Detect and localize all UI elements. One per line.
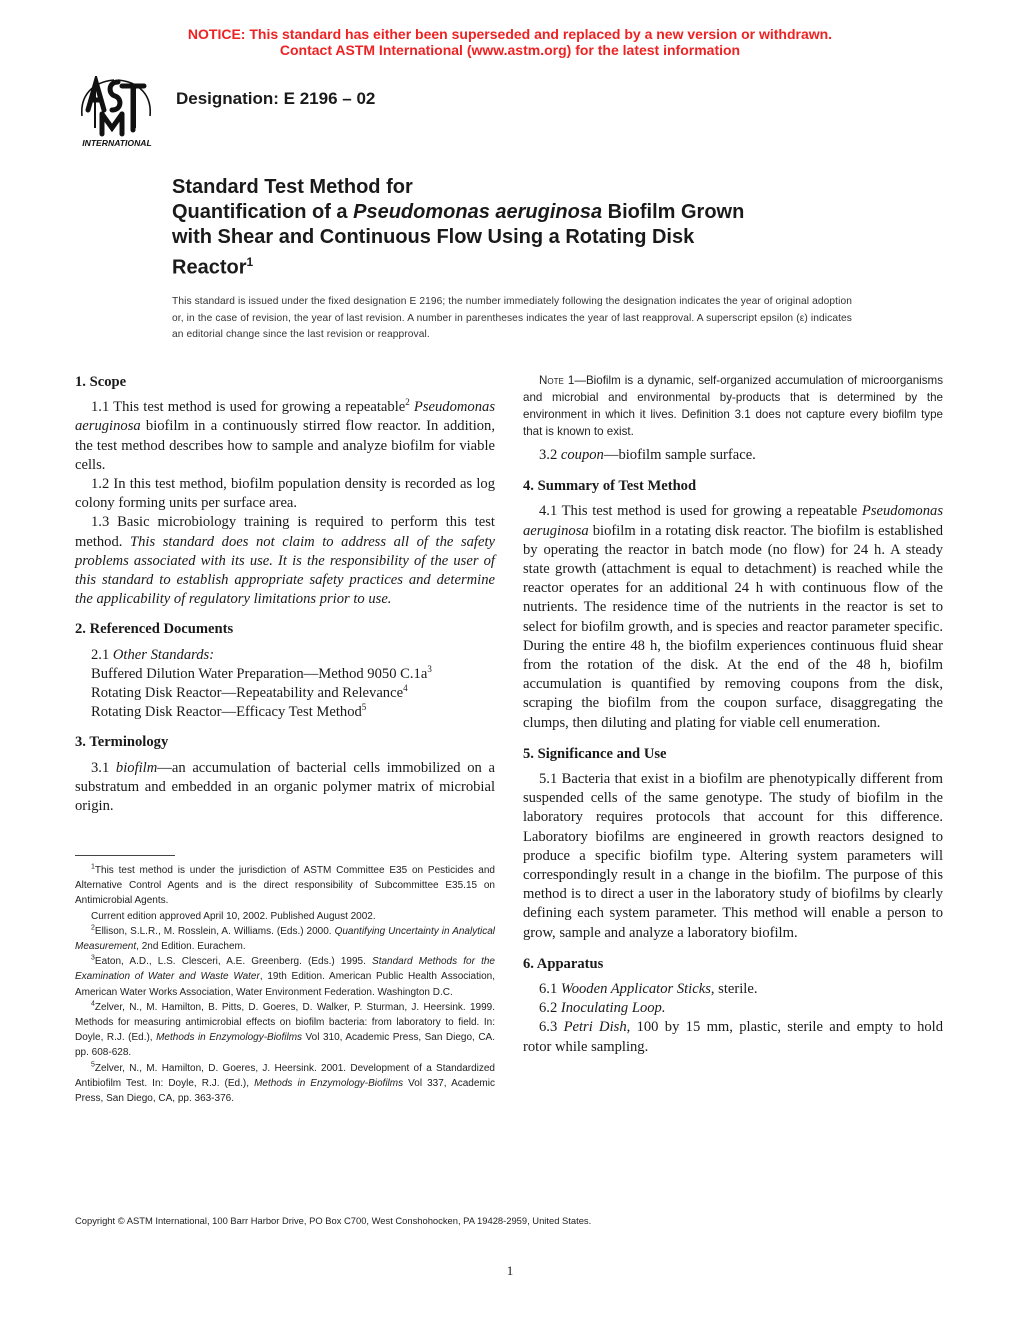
text: Methods in Enzymology-Biofilms xyxy=(156,1032,303,1044)
paragraph-2-1 xyxy=(75,646,495,665)
footnote-number: 2 xyxy=(91,924,95,932)
text: , sterile. xyxy=(710,981,758,998)
title-text: Biofilm Grown xyxy=(602,201,745,223)
text: 3.1 xyxy=(91,759,116,776)
section-heading-terminology: 3. Terminology xyxy=(75,734,169,751)
note-1 xyxy=(523,372,943,440)
text: Vol 310, Academic Press, San Diego, CA. pp. 608-628. xyxy=(75,1032,495,1059)
reference-item xyxy=(75,665,495,684)
text: —biofilm sample surface. xyxy=(603,447,756,463)
text: biofilm in a rotating disk reactor. The biofilm is established by operating the reactor in batch mode (no flow) for 24 h. A steady state growth (attachment is equal to detachment) is reached while the reactor operates for an additional 24 h with continuous flow of the nutrients. The residence time of the nutrients in the reactor is set to select for biofilm growth, and is species and reactor parameter specific. During the entire 48 h, the biofilm experiences continuous fluid shear from the rotation of the disk. At the end of the 48 h, biofilm accumulation is quantified by removing coupons from the disk, scraping the biofilm from the coupon surface, disaggregating the clumps, then diluting and plating for viable cell enumeration. xyxy=(523,522,943,731)
title-line-3: with Shear and Continuous Flow Using a Rotating Disk xyxy=(172,226,695,248)
footnote-5 xyxy=(75,1061,495,1107)
section-heading-significance: 5. Significance and Use xyxy=(523,745,667,762)
title-line-4 xyxy=(172,250,872,281)
text: Methods in Enzymology-Biofilms xyxy=(254,1077,404,1089)
paragraph-4-1 xyxy=(523,502,943,732)
text: Rotating Disk Reactor—Efficacy Test Method xyxy=(91,704,362,721)
reference-item xyxy=(75,703,495,722)
text: , 2nd Edition. Eurachem. xyxy=(136,941,246,953)
page-number: 1 xyxy=(506,1263,514,1278)
notice-line-1: NOTICE: This standard has either been superseded and replaced by a new version or withdrawn. xyxy=(187,26,833,42)
paragraph-1-1 xyxy=(75,398,495,475)
text: , 100 by 15 mm, plastic, sterile and empty to hold rotor while sampling. xyxy=(523,1019,944,1055)
text: 6.3 xyxy=(539,1019,564,1036)
footnote-number: 5 xyxy=(91,1061,95,1069)
issue-statement: This standard is issued under the fixed designation E 2196; the number immediately following the designation indicates the year of original adoption or, in the case of revision, the year of last revision. A number in parentheses indicates the year of last reapproval. A superscript epsilon (ε) indicates an editorial change since the last revision or reapproval. xyxy=(172,296,852,340)
footnote-ref: 5 xyxy=(361,702,367,713)
text: 2.1 xyxy=(91,646,113,663)
footnote-4 xyxy=(75,1000,495,1061)
title-text: Reactor xyxy=(172,256,247,279)
title-line-2 xyxy=(172,200,872,225)
text: Standard Methods for the Examination of Water and Waste Water xyxy=(75,956,495,983)
paragraph-6-1 xyxy=(523,980,943,999)
text: —Biofilm is a dynamic, self-organized accumulation of microorganisms and microbial and environmental by-products that is determined by the environment in which it lives. Definition 3.1 does not capture every biofilm type that is known to exist. xyxy=(523,374,943,438)
section-heading-referenced-documents: 2. Referenced Documents xyxy=(75,621,234,638)
text: Ellison, S.L.R., M. Rosslein, A. Williams. (Eds.) 2000. xyxy=(94,925,335,937)
text: Vol 337, Academic Press, San Diego, CA, pp. 363-376. xyxy=(75,1077,495,1105)
section-heading-summary: 4. Summary of Test Method xyxy=(523,478,697,495)
text: This test method is under the jurisdiction of ASTM Committee E35 on Pesticides and Alternative Control Agents and is the direct responsibility of Subcommittee E35.15 on Antimicrobial Agents. xyxy=(75,865,495,907)
footnote-number: 4 xyxy=(91,1000,95,1008)
copyright-notice: Copyright © ASTM International, 100 Barr Harbor Drive, PO Box C700, West Conshohocken, PA 19428-2959, United States. xyxy=(75,1215,592,1226)
astm-logo-mark xyxy=(74,76,160,148)
text: Wooden Applicator Sticks xyxy=(560,981,711,998)
supersession-notice xyxy=(0,26,1020,58)
text: 3.2 xyxy=(539,447,561,463)
footnote-number: 1 xyxy=(91,863,95,871)
footnote-ref: 3 xyxy=(427,663,432,674)
text: biofilm in a continuously stirred flow reactor. In addition, the test method describes how to sample and analyze biofilm for viable cells. xyxy=(75,418,495,473)
paragraph-6-2 xyxy=(523,999,943,1018)
document-title xyxy=(172,175,872,281)
text: 4.1 This test method is used for growing a repeatable xyxy=(539,503,862,520)
notice-line-2: Contact ASTM International (www.astm.org) for the latest information xyxy=(279,42,741,58)
footnotes xyxy=(75,855,495,1106)
text: Zelver, N., M. Hamilton, B. Pitts, D. Goeres, D. Walker, P. Sturman, J. Heersink. 1999. Methods for measuring antimicrobial effects on biofilm bacteria: from laboratory to field. In: Doyle, R.J. (Ed.), xyxy=(75,1001,495,1044)
term: biofilm xyxy=(115,759,158,776)
astm-logo xyxy=(74,76,160,148)
footnote-rule xyxy=(75,855,175,856)
designation: Designation: E 2196 – 02 xyxy=(176,89,376,108)
paragraph-6-3 xyxy=(523,1018,943,1056)
term: coupon xyxy=(560,447,604,463)
footnote-ref: 2 xyxy=(405,397,410,408)
paragraph-5-1: 5.1 Bacteria that exist in a biofilm are phenotypically different from suspended cells of the same genotype. The study of biofilm in the laboratory requires protocols that account for this difference. Laboratory biofilms are engineered in growth reactors designed to produce a specific biofilm type. Altering system parameters will correspondingly result in a change in the biofilm. The purpose of this method is to direct a user in the laboratory study of biofilms by clearly defining each system parameter. This method will enable a person to grow, sample and analyze a laboratory biofilm. xyxy=(523,771,943,941)
footnote-ref: 1 xyxy=(246,255,254,269)
title-line-1: Standard Test Method for xyxy=(172,176,413,198)
title-species: Pseudomonas aeruginosa xyxy=(353,201,603,223)
text: 1.3 Basic microbiology training is required to perform this test method. xyxy=(75,514,495,550)
footnote-ref: 4 xyxy=(403,683,408,694)
species-name: Pseudomonas aeruginosa xyxy=(75,399,495,435)
species-name: Pseudomonas aeruginosa xyxy=(523,503,943,539)
text: Zelver, N., M. Hamilton, D. Goeres, J. Heersink. 2001. Development of a Standardized Antibiofilm Test. In: Doyle, R.J. (Ed.), xyxy=(75,1062,495,1089)
paragraph-1-3 xyxy=(75,513,495,609)
footnote-1 xyxy=(75,863,495,909)
text: 6.2 xyxy=(539,1000,561,1017)
note-label: Note 1 xyxy=(539,374,575,387)
footnote-number: 3 xyxy=(91,954,95,962)
paragraph-3-2 xyxy=(523,446,943,465)
right-column xyxy=(523,372,943,1057)
footnote-2 xyxy=(75,924,495,954)
text: Petri Dish xyxy=(563,1019,627,1036)
safety-caveat: This standard does not claim to address all of the safety problems associated with its use. It is the responsibility of the user of this standard to establish appropriate safety practices and determine the applicability of regulatory limitations prior to use. xyxy=(75,533,495,608)
title-text: Quantification of a xyxy=(172,201,354,223)
left-column xyxy=(75,372,495,816)
footnote-1-edition: Current edition approved April 10, 2002. Published August 2002. xyxy=(91,910,376,922)
text: 6.1 xyxy=(539,981,561,998)
paragraph-1-2: 1.2 In this test method, biofilm population density is recorded as log colony forming units per surface area. xyxy=(75,476,495,512)
text: , 19th Edition. American Public Health Association, American Water Works Association, Water Environment Federation. Washington D.C. xyxy=(75,971,495,998)
section-heading-scope: 1. Scope xyxy=(75,374,127,390)
text: Other Standards: xyxy=(112,646,215,663)
text: Eaton, A.D., L.S. Clesceri, A.E. Greenberg. (Eds.) 1995. xyxy=(94,956,373,968)
text: Buffered Dilution Water Preparation—Method 9050 C.1a xyxy=(91,665,428,682)
section-heading-apparatus: 6. Apparatus xyxy=(523,955,604,972)
paragraph-3-1 xyxy=(75,759,495,817)
text: Inoculating Loop. xyxy=(560,1000,666,1017)
text: Rotating Disk Reactor—Repeatability and Relevance xyxy=(91,685,404,702)
text: 1.1 This test method is used for growing a repeatable xyxy=(91,399,406,416)
footnote-3 xyxy=(75,954,495,1000)
text: Quantifying Uncertainty in Analytical Measurement xyxy=(75,925,495,953)
text: —an accumulation of bacterial cells immobilized on a substratum and embedded in an organic polymer matrix of microbial origin. xyxy=(75,759,495,815)
logo-wordmark: INTERNATIONAL xyxy=(82,138,152,148)
reference-item xyxy=(75,684,495,703)
